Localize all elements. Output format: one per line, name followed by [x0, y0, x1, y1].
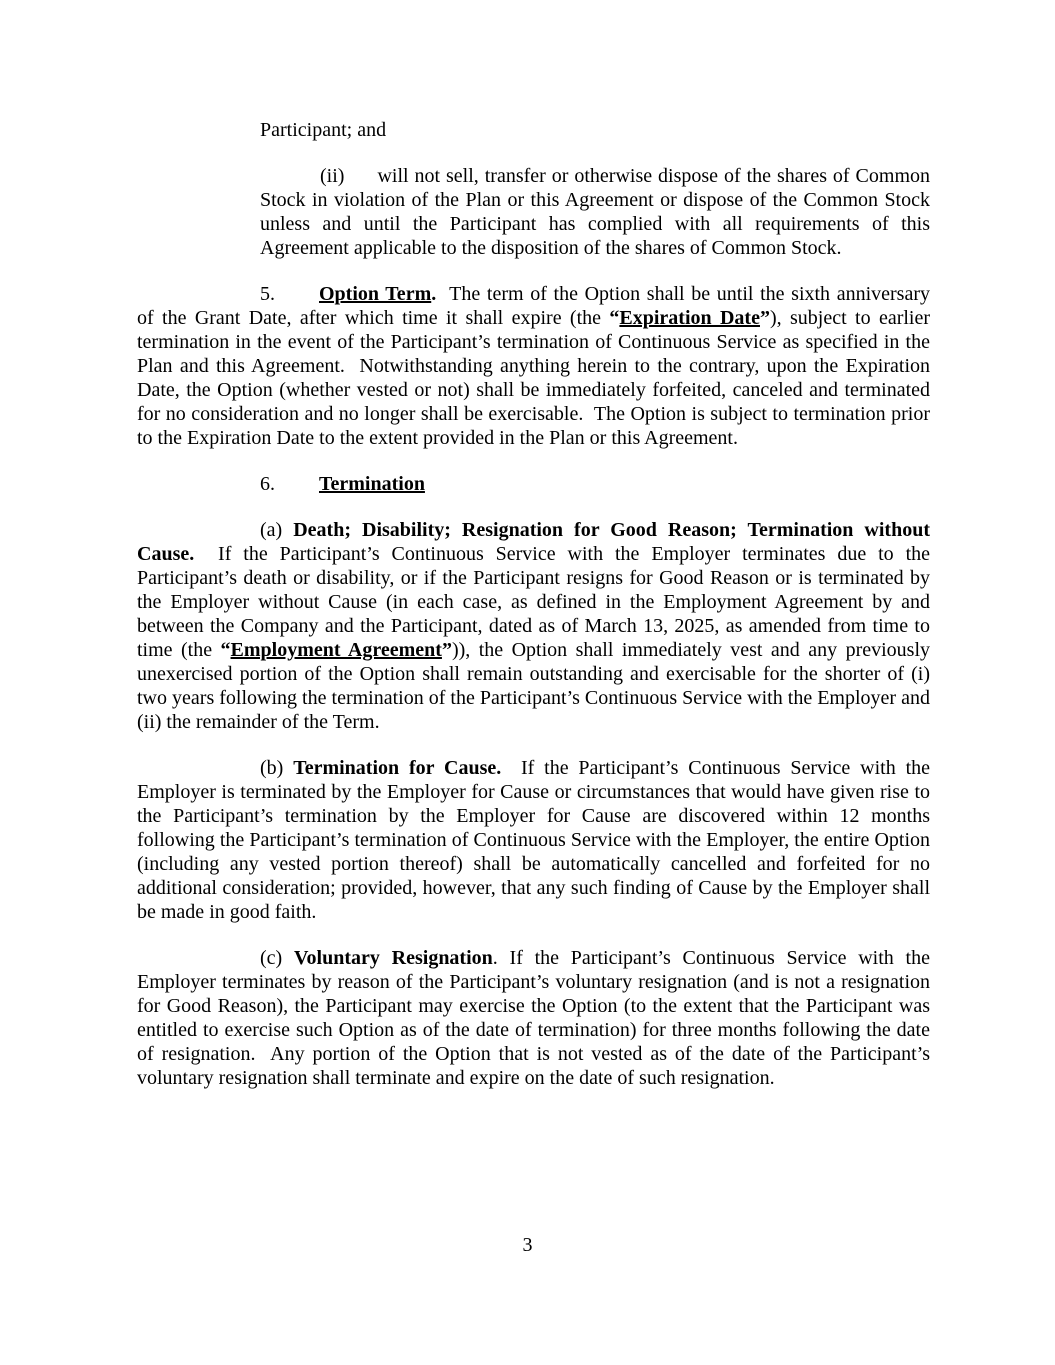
defined-term: Option Term [319, 283, 432, 305]
text-run: ” [759, 307, 770, 329]
text-run: “ [220, 639, 231, 661]
text-run: will not sell, transfer or otherwise dispose of the shares of Common Stock in violation of the Plan or this Agreement or dispose of the Common Stock unless and until the Participant has complied with all requirements of this Agreement applicable to the disposition of the shares of Common Stock. [260, 165, 930, 259]
paragraph-section-6a-death-disability [137, 518, 930, 734]
text-run: Death; Disability; Resignation for Good Reason; Termination without Cause. [137, 519, 930, 565]
text-run: ” [441, 639, 452, 661]
text-run: ), subject to earlier termination in the event of the Participant’s termination of Continuous Service as specified in the Plan and this Agreement. Notwithstanding anything herein to the contrary, upon the Expiration Date, the Option (whether vested or not) shall be immediately forfeited, canceled and terminated for no consideration and no longer shall be exercisable. The Option is subject to termination prior to the Expiration Date to the extent provided in the Plan or this Agreement. [137, 307, 931, 449]
text-run: . [431, 283, 437, 305]
paragraph-clause-ii [260, 164, 930, 260]
page-number: 3 [522, 1234, 533, 1256]
text-run: Termination for Cause. [293, 757, 502, 779]
text-run: The term of the Option shall be until the sixth anniversary of the Grant Date, after which time it shall expire (the [137, 283, 930, 329]
text-run: (c) [260, 947, 294, 969]
text-run: Participant; and [260, 119, 387, 141]
paragraph-section-5-option-term [137, 282, 930, 450]
text-run: “ [609, 307, 620, 329]
paragraph-section-6-termination-heading [137, 472, 930, 496]
text-run: 6. [260, 473, 275, 495]
paragraph-section-6b-termination-for-cause [137, 756, 930, 924]
text-run: (a) [260, 519, 294, 541]
text-run: If the Participant’s Continuous Service with the Employer terminates due to the Participant’s death or disability, or if the Participant resigns for Good Reason or is terminated by the Employer without Cause (in each case, as defined in the Employment Agreement by and between the Company and the Participant, dated as of March 13, 2025, as amended from time to time (the [137, 543, 930, 661]
text-run: (b) [260, 757, 294, 779]
defined-term: Expiration Date [619, 307, 760, 329]
text-run: )), the Option shall immediately vest and any previously unexercised portion of the Option shall remain outstanding and exercisable for the shorter of (i) two years following the termination of the Participant’s Continuous Service with the Employer and (ii) the remainder of the Term. [137, 639, 930, 733]
text-run: . If the Participant’s Continuous Service with the Employer terminates by reason of the Participant’s voluntary resignation (and is not a resignation for Good Reason), the Participant may exercise the Option (to the extent that the Participant was entitled to exercise such Option as of the date of termination) for three months following the date of resignation. Any portion of the Option that is not vested as of the date of the Participant’s voluntary resignation shall terminate and expire on the date of such resignation. [137, 947, 930, 1089]
text-run: 5. [260, 283, 275, 305]
document-body [137, 118, 930, 1112]
defined-term: Termination [319, 473, 425, 495]
paragraph-section-6c-voluntary-resignation [137, 946, 930, 1090]
text-run: If the Participant’s Continuous Service with the Employer is terminated by the Employer for Cause or circumstances that would have given rise to the Participant’s termination by the Employer for Cause are discovered within 12 months following the Participant’s termination of Continuous Service with the Employer, the entire Option (including any vested portion thereof) shall be automatically cancelled and forfeited for no additional consideration; provided, however, that any such finding of Cause by the Employer shall be made in good faith. [137, 757, 931, 923]
text-run: Voluntary Resignation [293, 947, 493, 969]
paragraph-participant-and [260, 118, 930, 142]
defined-term: Employment Agreement [230, 639, 442, 661]
text-run: (ii) [320, 165, 345, 187]
